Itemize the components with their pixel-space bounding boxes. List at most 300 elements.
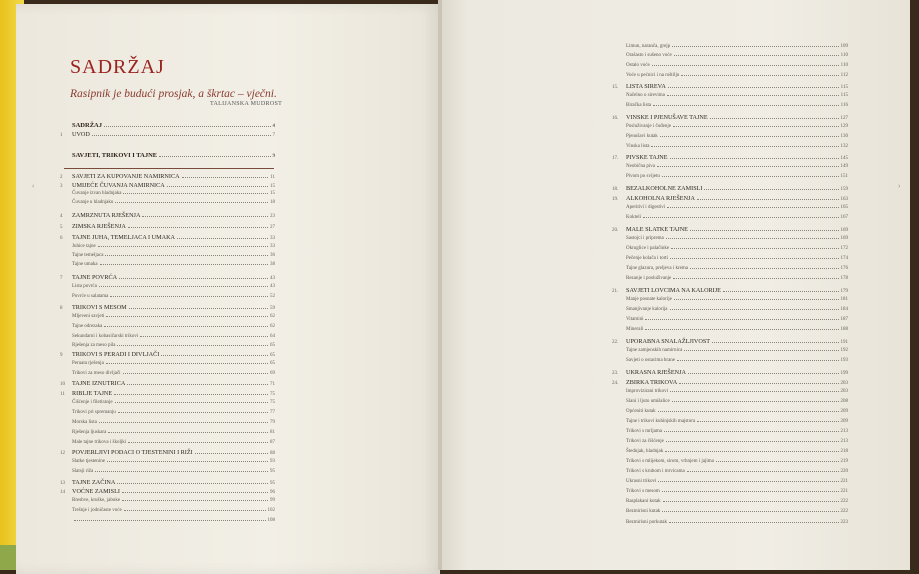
leader-dots	[666, 440, 839, 442]
leader-dots	[679, 382, 838, 384]
toc-entry	[60, 469, 275, 474]
toc-entry	[60, 343, 275, 348]
toc-entry-label: MALE SLATKE TAJNE	[626, 226, 688, 233]
toc-entry-label: Voće u pećnici i na roštilju	[626, 73, 680, 78]
toc-entry-page: 179	[840, 289, 848, 294]
toc-entry-label: Općeniti kutak	[626, 409, 656, 414]
leader-dots	[99, 285, 268, 287]
toc-entry-label: Trikovi s mesom	[626, 489, 660, 494]
toc-entry-page: 199	[840, 371, 848, 376]
leader-dots	[167, 185, 268, 187]
leader-dots	[122, 491, 268, 493]
leader-dots	[140, 335, 268, 337]
toc-entry	[60, 234, 275, 241]
leader-dots	[124, 509, 266, 511]
toc-entry-page: 221	[840, 479, 848, 484]
toc-entry-label: Smanjivanje kalorija	[626, 307, 668, 312]
leader-dots	[104, 325, 268, 327]
toc-entry	[60, 314, 275, 319]
leader-dots	[652, 64, 839, 66]
leader-dots	[662, 510, 838, 512]
toc-entry-number: 2	[60, 175, 63, 180]
toc-entry-label: PIVSKE TAJNE	[626, 154, 668, 161]
toc-entry-label: Morska lista	[72, 420, 97, 425]
toc-entry-label: UPORABNA SNALAŽLJIVOST	[626, 338, 711, 345]
toc-entry-page: 38	[270, 262, 275, 267]
toc-entry-label: Slatsji riža	[72, 469, 94, 474]
toc-entry	[60, 390, 275, 397]
toc-entry	[60, 518, 275, 523]
toc-entry-page: 93	[270, 459, 275, 464]
toc-entry-label: ZIMSKA RJEŠENJA	[72, 223, 126, 230]
toc-entry	[612, 409, 848, 414]
toc-entry-label: ALKOHOLNA RJEŠENJA	[626, 195, 695, 202]
toc-entry-label: Savjeti o ostacima hrane	[626, 358, 676, 363]
leader-dots	[668, 86, 839, 88]
toc-entry-page: 52	[270, 294, 275, 299]
leader-dots	[74, 519, 266, 521]
toc-entry-page: 81	[270, 430, 275, 435]
toc-entry	[60, 212, 275, 219]
toc-entry-page: 109	[840, 44, 848, 49]
toc-entry	[60, 449, 275, 456]
toc-entry-page: 115	[840, 93, 848, 98]
toc-entry-label: TAJNE ZAČINA	[72, 479, 116, 486]
toc-entry-label: Čuvanje izvan hladnjaka	[72, 191, 122, 196]
toc-entry	[612, 379, 848, 386]
toc-entry-number: 1	[60, 133, 63, 138]
toc-entry	[612, 154, 848, 161]
toc-entry-label: Rezanje i posluživanje	[626, 276, 672, 281]
toc-entry-number: 14	[60, 490, 65, 495]
toc-entry	[60, 430, 275, 435]
toc-entry-page: 112	[840, 73, 848, 78]
toc-entry-label: SAVJETI LOVCIMA NA KALORIJE	[626, 287, 721, 294]
toc-entry-page: 184	[840, 307, 848, 312]
toc-entry	[612, 63, 848, 68]
toc-entry	[612, 399, 848, 404]
leader-dots	[697, 198, 839, 200]
toc-entry-label: Tajne zamjenskih namirnica	[626, 348, 683, 353]
toc-entry	[60, 420, 275, 425]
toc-entry-label: BEZALKOHOLNE ZAMISLI	[626, 185, 703, 192]
leader-dots	[115, 201, 268, 203]
motto-source: TALIJANSKA MUDROST	[210, 101, 283, 107]
toc-entry-label: Trikovi pri spremanju	[72, 410, 116, 415]
toc-entry-label: TRIKOVI S PERADI I DIVLJAČI	[72, 351, 160, 358]
toc-entry	[612, 205, 848, 210]
toc-entry-page: 99	[270, 498, 275, 503]
toc-entry-page: 33	[270, 244, 275, 249]
leader-dots	[684, 349, 838, 351]
toc-entry-page: 75	[270, 400, 275, 405]
toc-entry-page: 77	[270, 410, 275, 415]
toc-entry-page: 75	[270, 392, 275, 397]
leader-dots	[671, 247, 838, 249]
toc-entry	[60, 324, 275, 329]
toc-entry	[612, 327, 848, 332]
toc-entry-page: 95	[270, 481, 275, 486]
leader-dots	[127, 383, 268, 385]
leader-dots	[645, 318, 838, 320]
toc-entry-page: 95	[270, 469, 275, 474]
toc-entry-page: 169	[840, 228, 848, 233]
toc-entry-label: VINSKE I PJENUŠAVE TAJNE	[626, 114, 708, 121]
leader-dots	[119, 277, 268, 279]
toc-entry-page: 209	[840, 409, 848, 414]
leader-dots	[667, 94, 839, 96]
leader-dots	[92, 134, 271, 136]
toc-entry-label: Orašasto i sušeno voće	[626, 53, 672, 58]
toc-entry-page: 87	[270, 440, 275, 445]
toc-entry-page: 15	[270, 191, 275, 196]
leader-dots	[687, 470, 839, 472]
leader-dots	[114, 393, 268, 395]
toc-entry-label: Bresbve, kruške, jabuke	[72, 498, 121, 503]
toc-entry-label: Sastojci i priprema	[626, 236, 664, 241]
leader-dots	[95, 470, 268, 472]
toc-entry-page: 220	[840, 469, 848, 474]
toc-entry-label: Povrće u salatama	[72, 294, 109, 299]
toc-entry-label: Trikovi s mrljama	[626, 429, 662, 434]
toc-entry-page: 163	[840, 197, 848, 202]
toc-entry-page: 223	[840, 520, 848, 525]
toc-entry	[612, 358, 848, 363]
leader-dots	[195, 452, 268, 454]
toc-entry-label: Kokteli	[626, 215, 641, 220]
toc-entry-number: 19.	[612, 197, 619, 202]
toc-entry-label: Tajne temeljaca	[72, 253, 104, 258]
toc-entry-page: 167	[840, 215, 848, 220]
toc-entry	[612, 236, 848, 241]
toc-entry-label: Tajne odrezaka	[72, 324, 103, 329]
toc-entry-page: 65	[270, 343, 275, 348]
toc-entry-label: Tajne glazura, preljeva i krema	[626, 266, 688, 271]
leader-dots	[106, 315, 268, 317]
toc-entry	[60, 459, 275, 464]
toc-entry-page: 203	[840, 381, 848, 386]
toc-entry	[60, 253, 275, 258]
toc-entry	[60, 361, 275, 366]
leader-dots	[670, 257, 838, 259]
toc-entry	[612, 195, 848, 202]
toc-entry-page: 218	[840, 449, 848, 454]
toc-entry	[60, 200, 275, 205]
leader-dots	[666, 237, 839, 239]
toc-entry-number: 7	[60, 276, 63, 281]
toc-entry-label: Čuvanje u hladnjaku	[72, 200, 114, 205]
leader-dots	[128, 441, 268, 443]
toc-entry-page: 176	[840, 266, 848, 271]
toc-entry-label: POVJERLJIVI PODACI O TJESTENINI I RIŽI	[72, 449, 193, 456]
toc-entry-label: Pjenušavi kutak	[626, 134, 658, 139]
toc-entry-page: 132	[840, 144, 848, 149]
leader-dots	[105, 254, 268, 256]
toc-entry	[60, 371, 275, 376]
leader-dots	[664, 430, 839, 432]
toc-entry-label: SAVJETI ZA KUPOVANJE NAMIRNICA	[72, 173, 180, 180]
toc-entry-label: Limun, naranča, grejp	[626, 44, 671, 49]
toc-entry-page: 151	[840, 174, 848, 179]
toc-entry-page: 219	[840, 459, 848, 464]
toc-entry-page: 181	[840, 297, 848, 302]
toc-entry-label: TAJNE POVRĆA	[72, 274, 118, 281]
toc-entry-page: 222	[840, 509, 848, 514]
leader-dots	[115, 401, 268, 403]
leader-dots	[681, 74, 838, 76]
leader-dots	[669, 521, 839, 523]
toc-entry	[60, 244, 275, 249]
book-gutter	[438, 0, 442, 570]
toc-entry	[60, 131, 275, 138]
toc-entry	[612, 317, 848, 322]
toc-entry-page: 7	[272, 133, 275, 138]
leader-dots	[672, 400, 839, 402]
toc-entry	[60, 334, 275, 339]
toc-entry	[612, 124, 848, 129]
toc-entry	[612, 509, 848, 514]
toc-entry-label: Pivom po svijetu	[626, 174, 660, 179]
toc-entry-page: 116	[840, 103, 848, 108]
toc-entry-page: 11	[270, 175, 275, 180]
toc-entry-page: 88	[270, 451, 275, 456]
toc-entry-page: 79	[270, 420, 275, 425]
toc-entry	[612, 266, 848, 271]
toc-entry-number: 15.	[612, 85, 619, 90]
toc-entry-page: 188	[840, 327, 848, 332]
toc-entry	[612, 164, 848, 169]
toc-entry-label: Tajne umaka	[72, 262, 98, 267]
toc-entry-page: 110	[840, 63, 848, 68]
toc-entry-label: Pečenje kolača i torti	[626, 256, 669, 261]
toc-entry	[60, 122, 275, 129]
toc-entry-label: Peruata rješenja	[72, 361, 104, 366]
toc-entry	[612, 338, 848, 345]
toc-entry-label: Lista povrća	[72, 284, 97, 289]
toc-entry	[60, 191, 275, 196]
leader-dots	[106, 362, 268, 364]
toc-entry-page: 108	[267, 518, 275, 523]
leader-dots	[677, 359, 838, 361]
toc-entry-number: 12	[60, 451, 65, 456]
toc-entry-page: 69	[270, 371, 275, 376]
toc-entry-page: 178	[840, 276, 848, 281]
leader-dots	[665, 450, 838, 452]
toc-entry-number: 4	[60, 214, 63, 219]
toc-entry-label: Slatke tjestenine	[72, 459, 105, 464]
toc-entry-label: LISTA SIREVA	[626, 83, 666, 90]
toc-entry-number: 20.	[612, 228, 619, 233]
toc-entry-page: 130	[840, 134, 848, 139]
leader-dots	[128, 226, 268, 228]
toc-entry-page: 33	[270, 236, 275, 241]
toc-entry-label: UMIJEĆE ČUVANJA NAMIRNICA	[72, 182, 165, 189]
toc-entry-page: 174	[840, 256, 848, 261]
toc-entry	[60, 351, 275, 358]
toc-entry	[612, 489, 848, 494]
leader-dots	[670, 157, 839, 159]
toc-entry	[60, 223, 275, 230]
leader-dots	[670, 390, 838, 392]
toc-entry-number: 13	[60, 481, 65, 486]
toc-entry-page: 213	[840, 429, 848, 434]
toc-entry-page: 43	[270, 284, 275, 289]
toc-entry-label: Trikovi za meso divljači	[72, 371, 121, 376]
leader-dots	[663, 500, 839, 502]
toc-entry	[612, 215, 848, 220]
toc-entry-page: 127	[840, 116, 848, 121]
toc-entry-page: 27	[270, 225, 275, 230]
toc-entry-page: 191	[840, 340, 848, 345]
leader-dots	[651, 145, 838, 147]
toc-entry-label: Ukrasni trikovi	[626, 479, 657, 484]
toc-entry-page: 64	[270, 334, 275, 339]
toc-entry	[612, 93, 848, 98]
toc-entry-page: 102	[267, 508, 275, 513]
left-margin-mark: ‹	[32, 182, 35, 190]
toc-entry	[612, 114, 848, 121]
toc-entry-page: 208	[840, 399, 848, 404]
toc-entry	[612, 459, 848, 464]
toc-entry	[60, 479, 275, 486]
toc-entry-page: 159	[840, 187, 848, 192]
toc-entry-label: VOĆNE ZAMISLI	[72, 488, 120, 495]
toc-entry	[612, 297, 848, 302]
toc-entry-page: 213	[840, 439, 848, 444]
toc-entry-page: 62	[270, 314, 275, 319]
toc-entry-label: Rješenja ljuskara	[72, 430, 107, 435]
toc-entry	[60, 274, 275, 281]
toc-entry	[612, 144, 848, 149]
leader-dots	[142, 215, 268, 217]
toc-entry-label: SADRŽAJ	[72, 122, 102, 129]
toc-entry-label: Trikovi s mlijekom, sirom, vrhnjem i jajima	[626, 459, 714, 464]
leader-dots	[723, 290, 839, 292]
leader-dots	[110, 295, 268, 297]
toc-entry-number: 23.	[612, 371, 619, 376]
leader-dots	[99, 421, 268, 423]
toc-entry-label: Štednjak, hladnjak	[626, 449, 664, 454]
leader-dots	[690, 229, 839, 231]
toc-entry	[612, 389, 848, 394]
toc-entry-label: Rješenja za meso pila	[72, 343, 116, 348]
leader-dots	[645, 328, 838, 330]
toc-entry	[612, 369, 848, 376]
toc-entry	[612, 226, 848, 233]
leader-dots	[117, 344, 268, 346]
leader-dots	[159, 155, 270, 157]
toc-entry-label: Slani i ljuto umišalice	[626, 399, 670, 404]
toc-entry	[612, 348, 848, 353]
toc-entry	[612, 520, 848, 525]
toc-entry	[612, 499, 848, 504]
leader-dots	[177, 237, 268, 239]
leader-dots	[697, 420, 838, 422]
toc-entry-label: Trikovi za čišćenje	[626, 439, 664, 444]
toc-entry-page: 169	[840, 236, 848, 241]
toc-entry-label: ZAMRZNUTA RJEŠENJA	[72, 212, 141, 219]
toc-entry-label: Posluživanje i čuđenje	[626, 124, 671, 129]
toc-entry	[60, 284, 275, 289]
toc-entry-label: UKRASNA RJEŠENJA	[626, 369, 686, 376]
toc-entry	[60, 498, 275, 503]
toc-entry-label: TRIKOVI S MESOM	[72, 304, 127, 311]
page-title: SADRŽAJ	[70, 56, 165, 78]
section-rule	[64, 168, 274, 169]
toc-entry	[612, 479, 848, 484]
motto-quote: Rasipnik je budući prosjak, a škrtac – vječni.	[70, 88, 277, 100]
toc-entry	[60, 488, 275, 495]
toc-entry-label: SAVJETI, TRIKOVI I TAJNE	[72, 152, 158, 159]
leader-dots	[118, 411, 268, 413]
leader-dots	[667, 206, 838, 208]
leader-dots	[129, 307, 268, 309]
leader-dots	[716, 460, 839, 462]
leader-dots	[117, 482, 268, 484]
toc-entry-page: 9	[272, 154, 275, 159]
leader-dots	[108, 431, 268, 433]
toc-entry-page: 62	[270, 324, 275, 329]
right-margin-mark: ›	[898, 182, 901, 190]
toc-entry	[60, 262, 275, 267]
leader-dots	[161, 354, 268, 356]
leader-dots	[710, 117, 839, 119]
toc-entry-page: 172	[840, 246, 848, 251]
toc-entry	[60, 294, 275, 299]
toc-entry-page: 221	[840, 489, 848, 494]
toc-entry-page: 187	[840, 317, 848, 322]
toc-entry	[612, 307, 848, 312]
toc-entry	[612, 287, 848, 294]
leader-dots	[673, 125, 839, 127]
toc-entry	[60, 173, 275, 180]
leader-dots	[670, 308, 839, 310]
leader-dots	[704, 188, 838, 190]
toc-entry-label: Tajne i trikovi kuhinjskih majstora	[626, 419, 696, 424]
leader-dots	[182, 176, 269, 178]
toc-entry-label: RIBLJE TAJNE	[72, 390, 113, 397]
toc-entry-page: 65	[270, 353, 275, 358]
toc-entry-page: 43	[270, 276, 275, 281]
toc-entry-number: 8	[60, 306, 63, 311]
toc-entry	[612, 419, 848, 424]
toc-entry-number: 9	[60, 353, 63, 358]
leader-dots	[653, 104, 839, 106]
leader-dots	[662, 490, 839, 492]
toc-entry-page: 65	[270, 361, 275, 366]
toc-entry-number: 3	[60, 184, 63, 189]
toc-entry	[60, 304, 275, 311]
toc-entry	[60, 400, 275, 405]
toc-entry-label: ZBIRKA TRIKOVA	[626, 379, 678, 386]
toc-entry-number: 22.	[612, 340, 619, 345]
toc-entry-page: 71	[270, 382, 275, 387]
leader-dots	[673, 277, 838, 279]
toc-entry-number: 10	[60, 382, 65, 387]
toc-entry	[612, 439, 848, 444]
leader-dots	[690, 267, 839, 269]
toc-entry-label: Vinska lista	[626, 144, 650, 149]
toc-entry-page: 115	[840, 85, 848, 90]
toc-entry-number: 24.	[612, 381, 619, 386]
toc-entry-label: Trikovi s kruhom i mrvicama	[626, 469, 685, 474]
leader-dots	[123, 192, 268, 194]
leader-dots	[643, 216, 839, 218]
toc-entry-page: 145	[840, 156, 848, 161]
toc-entry-page: 149	[840, 164, 848, 169]
toc-entry-label: Aperitivi i digestivi	[626, 205, 666, 210]
toc-entry	[60, 182, 275, 189]
